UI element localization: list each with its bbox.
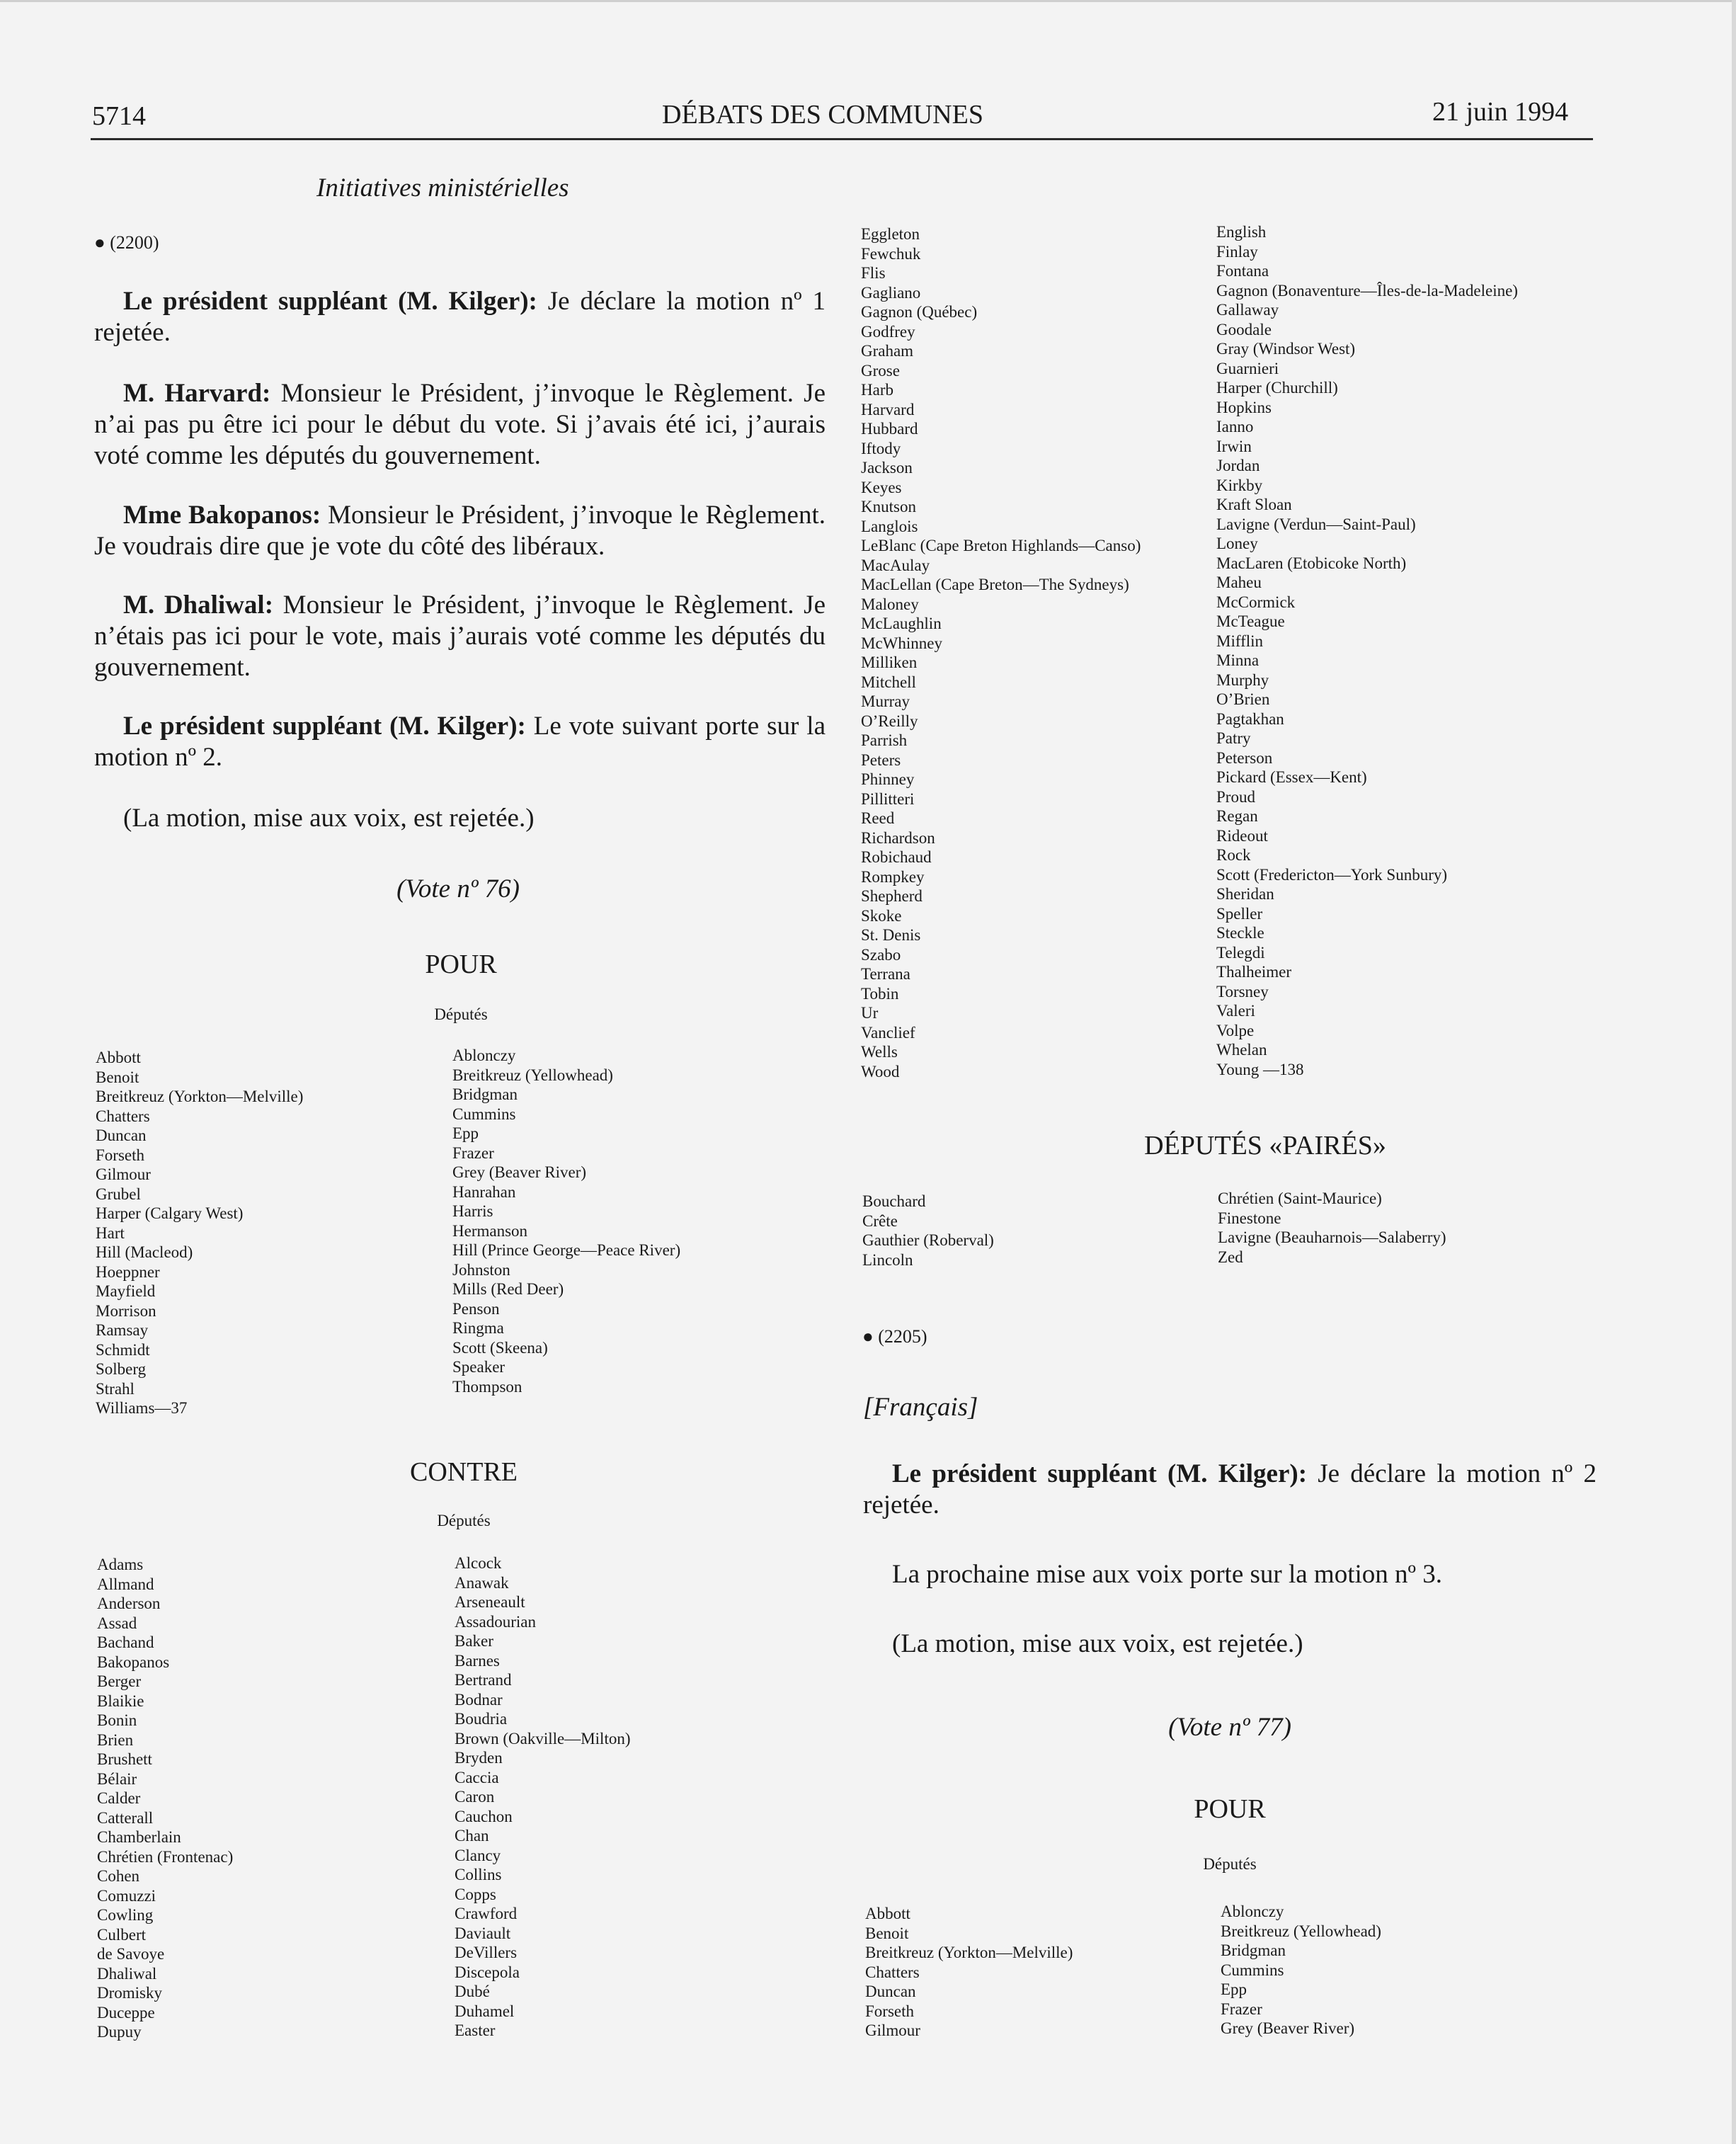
member-name: Hubbard	[861, 420, 918, 438]
member-name: Irwin	[1216, 437, 1252, 455]
member-name: Hill (Macleod)	[96, 1243, 193, 1261]
page-date: 21 juin 1994	[1432, 97, 1569, 127]
contre-heading: CONTRE	[410, 1457, 518, 1487]
pour-list-col2	[452, 1046, 680, 1396]
member-name: Sheridan	[1216, 885, 1274, 903]
member-name: Breitkreuz (Yorkton—Melville)	[96, 1088, 304, 1105]
member-name: Discepola	[455, 1963, 520, 1981]
member-name: Forseth	[865, 2002, 914, 2020]
member-name: Clancy	[455, 1846, 501, 1864]
member-name: O’Brien	[1216, 690, 1270, 708]
member-name: Whelan	[1216, 1041, 1267, 1059]
member-name: Ur	[861, 1004, 879, 1022]
member-name: Maloney	[861, 595, 919, 613]
member-name: Strahl	[96, 1379, 135, 1398]
member-name: McWhinney	[861, 634, 942, 652]
member-name: Dupuy	[97, 2023, 142, 2041]
paired-heading: DÉPUTÉS «PAIRÉS»	[1144, 1131, 1386, 1161]
member-name: McCormick	[1216, 593, 1296, 611]
member-name: Young —138	[1216, 1060, 1304, 1078]
member-name: Catterall	[97, 1808, 154, 1827]
member-name: LeBlanc (Cape Breton Highlands—Canso)	[861, 537, 1141, 554]
member-name: Duhamel	[455, 2002, 515, 2020]
member-name: Proud	[1216, 787, 1255, 806]
vote-label: (Vote nº 76)	[396, 874, 520, 903]
member-name: Chatters	[865, 1963, 920, 1981]
member-name: Cohen	[97, 1867, 140, 1885]
member-name: Assad	[97, 1614, 137, 1632]
paragraph-harvard	[94, 378, 826, 472]
member-name: Mifflin	[1216, 632, 1264, 650]
member-name: Schmidt	[96, 1340, 150, 1359]
member-name: Mitchell	[861, 673, 916, 691]
member-name: Thompson	[452, 1377, 522, 1396]
member-name: Johnston	[452, 1260, 510, 1279]
member-name: Chrétien (Frontenac)	[97, 1847, 234, 1866]
member-name: Baker	[455, 1632, 493, 1650]
member-name: Hopkins	[1216, 398, 1272, 416]
speech-text: Monsieur le Président, j’invoque le Règlement. Je n’étais pas ici pour le vote, mais j’aurais voté comme les députés du gouvernement.	[94, 591, 826, 682]
member-name: Bridgman	[452, 1085, 518, 1103]
member-name: McLaughlin	[861, 615, 942, 632]
member-name: Rock	[1216, 846, 1251, 864]
member-name: Barnes	[455, 1651, 500, 1670]
member-name: Hill (Prince George—Peace River)	[452, 1241, 681, 1259]
member-name: Epp	[452, 1124, 479, 1142]
member-name: Hanrahan	[452, 1182, 516, 1201]
member-name: Grose	[861, 361, 900, 380]
member-name: Copps	[455, 1885, 496, 1903]
member-name: Thalheimer	[1216, 963, 1292, 981]
member-name: Regan	[1216, 807, 1258, 825]
member-name: Bélair	[97, 1769, 137, 1788]
member-name: Peters	[861, 751, 901, 769]
member-name: Gagnon (Québec)	[861, 303, 978, 321]
member-name: Minna	[1216, 651, 1260, 669]
member-name: Reed	[861, 809, 895, 827]
member-name: English	[1216, 223, 1267, 241]
member-name: Harper (Churchill)	[1216, 379, 1338, 397]
member-name: Gilmour	[96, 1165, 151, 1183]
member-name: Breitkreuz (Yellowhead)	[1221, 1922, 1381, 1940]
member-name: Benoit	[96, 1068, 139, 1086]
member-name: Parrish	[861, 731, 908, 749]
member-name: Abbott	[865, 1905, 910, 1922]
speech-text: Je déclare la motion nº 1 rejetée.	[94, 287, 826, 347]
member-name: Easter	[455, 2022, 496, 2039]
page-number: 5714	[92, 101, 146, 131]
member-name: Grubel	[96, 1185, 141, 1203]
contre-list-continued-col1	[861, 224, 1141, 1081]
member-name: Duceppe	[97, 2003, 155, 2022]
member-name: Duncan	[865, 1983, 916, 2000]
member-name: Grey (Beaver River)	[452, 1163, 587, 1181]
member-name: Valeri	[1216, 1002, 1255, 1020]
member-name: MacLaren (Etobicoke North)	[1216, 554, 1407, 572]
member-name: Hoeppner	[96, 1262, 160, 1281]
paragraph-bakopanos	[94, 500, 826, 562]
member-name: DeVillers	[455, 1944, 518, 1961]
member-name: Gray (Windsor West)	[1216, 340, 1356, 358]
member-name: Harris	[452, 1202, 493, 1220]
header-rule	[91, 138, 1593, 140]
member-name: Bodnar	[455, 1690, 503, 1709]
member-name: Morrison	[96, 1301, 156, 1320]
member-name: Jordan	[1216, 457, 1260, 474]
member-name: Blaikie	[97, 1692, 144, 1710]
member-name: Breitkreuz (Yellowhead)	[452, 1066, 613, 1084]
speech-text: Je déclare la motion nº 2 rejetée.	[863, 1459, 1597, 1519]
member-name: Guarnieri	[1216, 359, 1279, 377]
speech-text: Monsieur le Président, j’invoque le Règlement. Je n’ai pas pu être ici pour le début du vote. Si j’avais été ici, j’aurais voté comme les députés du gouvernement.	[94, 379, 826, 470]
member-name: Boudria	[455, 1710, 508, 1728]
member-name: Wood	[861, 1062, 900, 1080]
speaker-name: Le président suppléant (M. Kilger):	[123, 287, 537, 316]
member-name: Harb	[861, 381, 893, 399]
member-name: Ramsay	[96, 1321, 149, 1339]
member-name: Allmand	[97, 1575, 154, 1593]
member-name: Speaker	[452, 1358, 506, 1376]
member-name: Iftody	[861, 439, 901, 457]
member-name: Mills (Red Deer)	[452, 1280, 564, 1298]
member-name: Vanclief	[861, 1023, 915, 1042]
member-name: Calder	[97, 1789, 141, 1807]
pour-list-2-col2	[1221, 1902, 1381, 2038]
member-name: Keyes	[861, 478, 902, 496]
member-name: Chatters	[96, 1107, 150, 1125]
member-name: Lavigne (Beauharnois—Salaberry)	[1218, 1228, 1446, 1246]
member-name: Rideout	[1216, 826, 1268, 845]
member-name: Lavigne (Verdun—Saint-Paul)	[1216, 515, 1416, 533]
member-name: Terrana	[861, 965, 910, 983]
member-name: Gallaway	[1216, 301, 1279, 319]
pour-list-2-col1	[865, 1904, 1073, 2041]
member-name: Hart	[96, 1224, 125, 1242]
motion-result-2: (La motion, mise aux voix, est rejetée.)	[892, 1629, 1303, 1658]
member-name: Jackson	[861, 459, 913, 477]
member-name: Dromisky	[97, 1984, 162, 2002]
member-name: Wells	[861, 1043, 898, 1061]
member-name: Flis	[861, 264, 886, 282]
member-name: Williams—37	[96, 1399, 188, 1417]
member-name: Benoit	[865, 1924, 909, 1942]
member-name: Bachand	[97, 1633, 154, 1651]
member-name: Bridgman	[1221, 1941, 1286, 1959]
member-name: Gagnon (Bonaventure—Îles-de-la-Madeleine)	[1216, 281, 1518, 300]
member-name: Gauthier (Roberval)	[862, 1231, 994, 1249]
member-name: Ringma	[452, 1319, 504, 1337]
member-name: Zed	[1218, 1248, 1243, 1266]
member-name: Daviault	[455, 1924, 511, 1942]
member-name: Forseth	[96, 1146, 144, 1164]
paragraph-dhaliwal	[94, 590, 826, 683]
member-name: MacAulay	[861, 556, 930, 574]
contre-subheading: Députés	[437, 1512, 491, 1529]
member-name: Dhaliwal	[97, 1964, 157, 1983]
member-name: Culbert	[97, 1925, 146, 1944]
member-name: Gilmour	[865, 2022, 920, 2039]
member-name: Patry	[1216, 729, 1251, 747]
pour-list-col1	[96, 1048, 303, 1418]
member-name: Kraft Sloan	[1216, 496, 1292, 513]
member-name: Chan	[455, 1827, 489, 1844]
member-name: Penson	[452, 1299, 500, 1318]
member-name: Duncan	[96, 1127, 147, 1144]
pour-heading: POUR	[425, 950, 497, 979]
member-name: Breitkreuz (Yorkton—Melville)	[865, 1944, 1073, 1961]
member-name: Langlois	[861, 517, 918, 535]
contre-list-continued-col2	[1216, 222, 1518, 1079]
member-name: Ablonczy	[452, 1047, 516, 1064]
member-name: Bonin	[97, 1711, 137, 1729]
member-name: Lincoln	[862, 1250, 913, 1269]
member-name: Grey (Beaver River)	[1221, 2019, 1355, 2037]
paragraph-kilger-1	[94, 286, 826, 348]
member-name: Assadourian	[455, 1612, 536, 1631]
member-name: Berger	[97, 1672, 142, 1690]
motion-result: (La motion, mise aux voix, est rejetée.)	[123, 804, 535, 833]
member-name: Shepherd	[861, 887, 923, 905]
member-name: Milliken	[861, 654, 918, 671]
paired-list-col1	[862, 1192, 994, 1270]
member-name: Loney	[1216, 535, 1258, 552]
speaker-name: Le président suppléant (M. Kilger):	[892, 1459, 1308, 1488]
member-name: Anawak	[455, 1573, 509, 1592]
member-name: Murray	[861, 692, 910, 710]
member-name: Scott (Skeena)	[452, 1338, 548, 1357]
member-name: Harvard	[861, 400, 915, 418]
member-name: Szabo	[861, 945, 901, 964]
member-name: Finlay	[1216, 242, 1258, 261]
member-name: Phinney	[861, 770, 915, 788]
language-marker: [Français]	[863, 1393, 978, 1422]
member-name: Ablonczy	[1221, 1903, 1284, 1920]
member-name: Brien	[97, 1730, 134, 1749]
member-name: Brown (Oakville—Milton)	[455, 1729, 631, 1747]
member-name: Collins	[455, 1866, 502, 1883]
member-name: Ianno	[1216, 418, 1254, 435]
member-name: Gagliano	[861, 283, 921, 302]
time-marker-2200: ● (2200)	[94, 232, 159, 253]
contre-list-col1	[97, 1555, 233, 2042]
member-name: Peterson	[1216, 748, 1273, 767]
member-name: Fontana	[1216, 262, 1269, 280]
member-name: de Savoye	[97, 1945, 165, 1963]
member-name: Bertrand	[455, 1671, 512, 1689]
member-name: Pillitteri	[861, 789, 915, 808]
member-name: Telegdi	[1216, 943, 1265, 962]
speaker-name: Le président suppléant (M. Kilger):	[123, 712, 526, 741]
next-vote-statement: La prochaine mise aux voix porte sur la motion nº 3.	[892, 1560, 1442, 1589]
paragraph-kilger-2	[94, 711, 826, 773]
member-name: Hermanson	[452, 1221, 528, 1240]
member-name: Goodale	[1216, 320, 1272, 338]
member-name: Fewchuk	[861, 244, 921, 263]
member-name: Harper (Calgary West)	[96, 1204, 244, 1222]
member-name: McTeague	[1216, 612, 1285, 630]
member-name: Crawford	[455, 1905, 518, 1922]
member-name: Murphy	[1216, 671, 1269, 689]
member-name: Mayfield	[96, 1282, 156, 1300]
member-name: Finestone	[1218, 1209, 1281, 1227]
speaker-name: M. Harvard:	[123, 379, 271, 408]
scan-top-edge	[0, 0, 1736, 2]
member-name: Skoke	[861, 906, 902, 925]
member-name: Brushett	[97, 1750, 152, 1768]
member-name: Arseneault	[455, 1593, 525, 1611]
member-name: Tobin	[861, 984, 899, 1003]
paired-list-col2	[1218, 1189, 1446, 1267]
member-name: Anderson	[97, 1595, 161, 1612]
member-name: Maheu	[1216, 574, 1262, 591]
member-name: Godfrey	[861, 322, 915, 341]
speaker-name: Mme Bakopanos:	[123, 501, 321, 530]
member-name: Graham	[861, 342, 914, 360]
member-name: Pickard (Essex—Kent)	[1216, 768, 1367, 786]
member-name: Dubé	[455, 1983, 490, 2000]
member-name: Torsney	[1216, 982, 1269, 1000]
speech-text: Monsieur le Président, j’invoque le Règlement. Je voudrais dire que je vote du côté des libéraux.	[94, 501, 826, 561]
member-name: Epp	[1221, 1980, 1247, 1998]
member-name: Frazer	[452, 1144, 494, 1162]
member-name: Volpe	[1216, 1021, 1255, 1039]
member-name: Richardson	[861, 828, 935, 847]
member-name: Bakopanos	[97, 1653, 170, 1671]
pour-subheading: Députés	[434, 1005, 488, 1023]
member-name: Bouchard	[862, 1192, 926, 1210]
scan-right-edge	[1732, 0, 1736, 2144]
member-name: Solberg	[96, 1360, 147, 1378]
member-name: Pagtakhan	[1216, 709, 1284, 728]
member-name: MacLellan (Cape Breton—The Sydneys)	[861, 576, 1129, 593]
member-name: Caccia	[455, 1768, 499, 1786]
member-name: Comuzzi	[97, 1886, 156, 1905]
contre-list-col2	[455, 1553, 631, 2041]
member-name: Robichaud	[861, 848, 932, 866]
member-name: Cauchon	[455, 1807, 513, 1825]
member-name: Caron	[455, 1788, 495, 1806]
member-name: Knutson	[861, 498, 916, 515]
member-name: Steckle	[1216, 924, 1264, 942]
member-name: Chrétien (Saint-Maurice)	[1218, 1190, 1382, 1207]
paragraph-kilger-3	[863, 1459, 1597, 1521]
member-name: Adams	[97, 1556, 144, 1573]
member-name: Crête	[862, 1211, 898, 1230]
member-name: Frazer	[1221, 2000, 1262, 2018]
member-name: Cummins	[1221, 1961, 1284, 1979]
member-name: Alcock	[455, 1554, 502, 1572]
member-name: Speller	[1216, 904, 1263, 923]
pour-heading-2: POUR	[1194, 1794, 1266, 1824]
speaker-name: M. Dhaliwal:	[123, 591, 274, 620]
member-name: Rompkey	[861, 867, 925, 886]
member-name: Bryden	[455, 1749, 503, 1767]
section-title: Initiatives ministérielles	[316, 173, 569, 203]
speech-text: Le vote suivant porte sur la motion nº 2.	[94, 712, 826, 772]
time-marker-2205: ● (2205)	[862, 1326, 927, 1347]
pour-subheading-2: Députés	[1203, 1855, 1257, 1873]
member-name: Scott (Fredericton—York Sunbury)	[1216, 865, 1448, 884]
member-name: Abbott	[96, 1049, 141, 1066]
member-name: Chamberlain	[97, 1828, 181, 1846]
member-name: Eggleton	[861, 225, 920, 243]
member-name: St. Denis	[861, 926, 921, 944]
member-name: Cummins	[452, 1105, 516, 1123]
member-name: Cowling	[97, 1906, 154, 1924]
page-title: DÉBATS DES COMMUNES	[662, 100, 983, 130]
member-name: O’Reilly	[861, 712, 918, 730]
vote-label-2: (Vote nº 77)	[1168, 1713, 1291, 1742]
member-name: Kirkby	[1216, 476, 1263, 494]
